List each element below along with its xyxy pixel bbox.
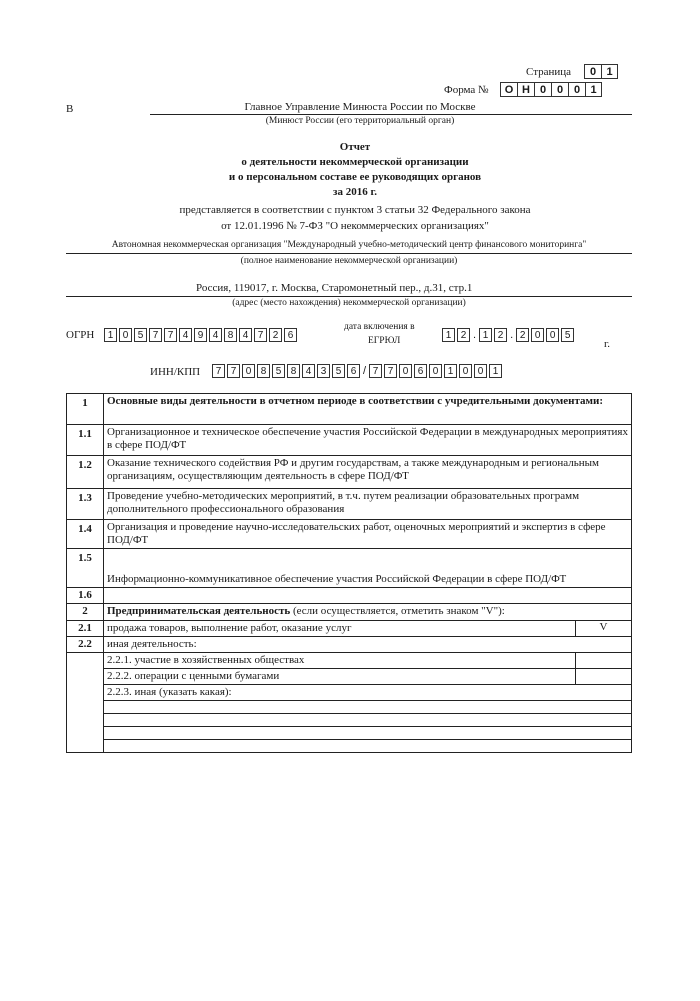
digit-cell: 8 bbox=[257, 364, 270, 378]
form-number-cells bbox=[500, 82, 602, 97]
digit-cell: 4 bbox=[179, 328, 192, 342]
digit-cell: 0 bbox=[584, 64, 601, 79]
section-2-header bbox=[67, 604, 632, 621]
row-text: Организационное и техническое обеспечение участия Российской Федерации в международных мероприятиях в сфере ПОД/ФТ bbox=[104, 425, 632, 456]
digit-cell: 4 bbox=[209, 328, 222, 342]
table-row bbox=[67, 489, 632, 520]
section-2-title: Предпринимательская деятельность bbox=[107, 605, 291, 617]
organization-address: Россия, 119017, г. Москва, Старомонетный пер., д.31, стр.1 bbox=[196, 282, 473, 294]
table-row bbox=[67, 588, 632, 604]
section-2-title-cell bbox=[104, 604, 632, 621]
section-1-header bbox=[67, 394, 632, 425]
report-title-line-3: и о персональном составе ее руководящих органов bbox=[228, 171, 482, 183]
check-mark: V bbox=[575, 621, 631, 636]
row-number: 1.6 bbox=[67, 588, 104, 604]
row-text: Информационно-коммуникативное обеспечение участия Российской Федерации в сфере ПОД/ФТ bbox=[104, 549, 632, 588]
digit-cell: 5 bbox=[272, 364, 285, 378]
table-row bbox=[67, 653, 632, 753]
legal-basis-line-1: представляется в соответствии с пунктом 3 статьи 32 Федерального закона bbox=[179, 204, 531, 216]
digit-cell: 1 bbox=[442, 328, 455, 342]
recipient-underline bbox=[150, 114, 632, 115]
digit-cell: 7 bbox=[149, 328, 162, 342]
row-number-empty bbox=[67, 653, 104, 753]
digit-cell: 0 bbox=[399, 364, 412, 378]
digit-cell: 0 bbox=[568, 82, 585, 97]
table-row bbox=[67, 621, 632, 637]
row-text: иная деятельность: bbox=[104, 637, 632, 653]
table-row bbox=[67, 549, 632, 588]
digit-cell: 2 bbox=[269, 328, 282, 342]
organization-name-underline bbox=[66, 253, 632, 254]
digit-cell: 0 bbox=[459, 364, 472, 378]
inn-kpp-label: ИНН/КПП bbox=[150, 366, 201, 378]
section-2-note: (если осуществляется, отметить знаком "V"): bbox=[290, 605, 505, 617]
digit-cell: 5 bbox=[134, 328, 147, 342]
blank-line bbox=[104, 700, 631, 713]
digit-cell: 1 bbox=[479, 328, 492, 342]
row-number: 2.1 bbox=[67, 621, 104, 637]
digit-cell: О bbox=[500, 82, 517, 97]
recipient-prefix: В bbox=[66, 103, 74, 115]
blank-line bbox=[104, 726, 631, 739]
page-label: Страница bbox=[526, 66, 572, 78]
row-number: 2.2 bbox=[67, 637, 104, 653]
digit-cell: 5 bbox=[332, 364, 345, 378]
organization-address-underline bbox=[66, 296, 632, 297]
digit-cell: 2 bbox=[516, 328, 529, 342]
egrul-date-cells bbox=[442, 328, 576, 342]
check-box bbox=[575, 653, 631, 668]
report-year: за 2016 г. bbox=[333, 186, 377, 198]
row-text: Оказание технического содействия РФ и другим государствам, а также международным и региональным организациям, осуществляющим деятельность в сфере ПОД/ФТ bbox=[104, 456, 632, 489]
digit-cell: 7 bbox=[254, 328, 267, 342]
check-box bbox=[575, 669, 631, 684]
row-number: 1.1 bbox=[67, 425, 104, 456]
row-text: 2.2.1. участие в хозяйственных обществах bbox=[107, 654, 305, 666]
report-title: Отчет bbox=[339, 141, 371, 153]
digit-cell: 9 bbox=[194, 328, 207, 342]
digit-cell: 6 bbox=[414, 364, 427, 378]
recipient-name: Главное Управление Минюста России по Москве bbox=[244, 101, 476, 113]
digit-cell: 6 bbox=[347, 364, 360, 378]
row-text: 2.2.3. иная (указать какая): bbox=[107, 686, 232, 698]
digit-cell: 2 bbox=[457, 328, 470, 342]
digit-cell: 7 bbox=[227, 364, 240, 378]
digit-cell: 1 bbox=[601, 64, 618, 79]
digit-cell: 6 bbox=[284, 328, 297, 342]
digit-cell: 1 bbox=[444, 364, 457, 378]
table-row bbox=[67, 520, 632, 549]
organization-name-caption: (полное наименование некоммерческой организации) bbox=[240, 256, 458, 266]
digit-cell: 0 bbox=[119, 328, 132, 342]
egrul-label-2: ЕГРЮЛ bbox=[368, 336, 401, 346]
row-text bbox=[104, 588, 632, 604]
digit-cell: 0 bbox=[546, 328, 559, 342]
table-row bbox=[67, 456, 632, 489]
section-1-title: Основные виды деятельности в отчетном периоде в соответствии с учредительными документами: bbox=[104, 394, 632, 425]
row-number: 1.4 bbox=[67, 520, 104, 549]
report-title-line-2: о деятельности некоммерческой организации bbox=[241, 156, 469, 168]
digit-cell: 0 bbox=[534, 82, 551, 97]
separator: . bbox=[473, 329, 477, 341]
digit-cell: 1 bbox=[585, 82, 602, 97]
sub-row bbox=[104, 621, 631, 636]
blank-line bbox=[104, 713, 631, 726]
row-number: 1.3 bbox=[67, 489, 104, 520]
digit-cell: 7 bbox=[384, 364, 397, 378]
sub-row bbox=[104, 653, 631, 668]
digit-cell: 0 bbox=[551, 82, 568, 97]
digit-cell: 8 bbox=[224, 328, 237, 342]
digit-cell: 0 bbox=[474, 364, 487, 378]
digit-cell: 1 bbox=[104, 328, 117, 342]
row-cell bbox=[104, 653, 632, 753]
recipient-caption: (Минюст России (его территориальный орган) bbox=[265, 116, 455, 126]
digit-cell: 0 bbox=[242, 364, 255, 378]
page-number-cells bbox=[584, 64, 618, 79]
row-number: 1.2 bbox=[67, 456, 104, 489]
digit-cell: 1 bbox=[489, 364, 502, 378]
separator: . bbox=[510, 329, 514, 341]
sub-row bbox=[104, 668, 631, 684]
egrul-label: дата включения в bbox=[344, 322, 415, 332]
blank-line bbox=[104, 739, 631, 752]
activities-table bbox=[66, 393, 632, 753]
digit-cell: 4 bbox=[239, 328, 252, 342]
digit-cell: 5 bbox=[561, 328, 574, 342]
ogrn-label: ОГРН bbox=[66, 329, 95, 341]
inn-kpp-cells bbox=[212, 364, 504, 378]
digit-cell: 7 bbox=[369, 364, 382, 378]
section-number: 2 bbox=[67, 604, 104, 621]
row-cell bbox=[104, 621, 632, 637]
digit-cell: 7 bbox=[164, 328, 177, 342]
table-row bbox=[67, 425, 632, 456]
separator: / bbox=[363, 365, 367, 377]
digit-cell: 7 bbox=[212, 364, 225, 378]
table-row bbox=[67, 637, 632, 653]
ogrn-cells bbox=[104, 328, 299, 342]
digit-cell: 4 bbox=[302, 364, 315, 378]
organization-address-caption: (адрес (место нахождения) некоммерческой организации) bbox=[232, 298, 466, 308]
organization-name: Автономная некоммерческая организация "Международный учебно-методический центр финансового мониторинга" bbox=[111, 240, 587, 250]
digit-cell: 0 bbox=[429, 364, 442, 378]
form-label: Форма № bbox=[444, 84, 489, 96]
legal-basis-line-2: от 12.01.1996 № 7-ФЗ "О некоммерческих организациях" bbox=[221, 220, 489, 232]
sub-row bbox=[104, 684, 631, 700]
row-text: 2.2.2. операции с ценными бумагами bbox=[107, 670, 280, 682]
row-text: Проведение учебно-методических мероприятий, в т.ч. путем реализации образовательных программ дополнительного профессионального образования bbox=[104, 489, 632, 520]
digit-cell: 2 bbox=[494, 328, 507, 342]
row-number: 1.5 bbox=[67, 549, 104, 588]
digit-cell: 8 bbox=[287, 364, 300, 378]
digit-cell: 0 bbox=[531, 328, 544, 342]
row-text: Организация и проведение научно-исследовательских работ, оценочных мероприятий и экспертиз в сфере ПОД/ФТ bbox=[104, 520, 632, 549]
section-number: 1 bbox=[67, 394, 104, 425]
digit-cell: Н bbox=[517, 82, 534, 97]
row-text: продажа товаров, выполнение работ, оказание услуг bbox=[107, 622, 352, 634]
digit-cell: 3 bbox=[317, 364, 330, 378]
year-suffix: г. bbox=[604, 338, 611, 350]
